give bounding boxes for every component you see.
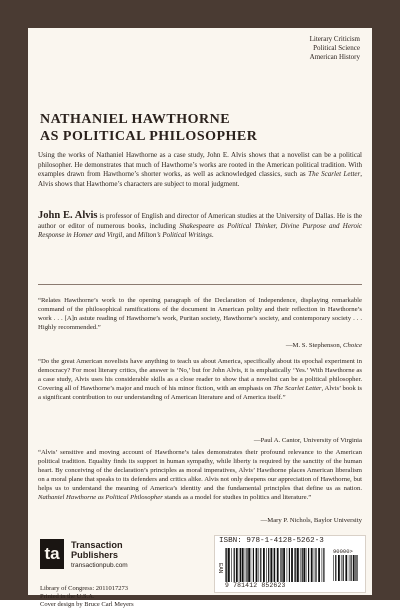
category-political-science: Political Science (313, 44, 360, 52)
printed-in: Printed in the U.S.A. (40, 593, 95, 600)
quote-2-book-title: The Scarlet Letter (273, 385, 322, 393)
category-literary-criticism: Literary Criticism (309, 35, 360, 43)
quote-3-book-title: Nathaniel Hawthorne as Political Philosopher (38, 494, 163, 502)
barcode-digits: 9 781412 852623 (225, 582, 286, 589)
author-book-milton: Milton’s Political Writings (137, 231, 212, 240)
price-barcode-icon (333, 555, 359, 581)
description-text-end: , Alvis shows that Hawthorne’s characters are subject to moral judgment. (38, 170, 362, 188)
description-book-title: The Scarlet Letter (308, 170, 361, 179)
imprint-info (40, 585, 134, 609)
publisher-logo (40, 539, 180, 577)
attribution-name: —M. S. Stephenson, (285, 342, 344, 349)
author-bio-text: is professor of English and director of American studies at the University of Dallas. He is the author or editor of numerous books, including (38, 212, 362, 230)
isbn-barcode-icon (225, 548, 325, 582)
review-quote-1: “Relates Hawthorne’s work to the opening paragraph of the Declaration of Independence, displaying remarkable command of the philosophical ramifications of the document in American polity and their reflection in Hawthorne’s work . . . [A]n astute reading of Hawthorne’s work, Puritan society, Hawthorne’s society, and contemporary society . . . Highly recommended.” (38, 297, 362, 332)
quote-3-text: “Alvis’ sensitive and moving account of Hawthorne’s tales demonstrates their profound relevance to the American political tradition. Equality finds its support in human sympathy, while liberty is required by the sanctity of the human heart. By conceiving of the declaration’s principles as moral imperatives, Alvis’ Hawthorne places American liberalism on a moral plane that speaks to its defenders and critics alike. Alvis not only deepens our appreciation of Hawthorne, but helps us to understand the meaning of America’s identity and the fundamental principles that define us as nation. (38, 449, 362, 493)
quote-2-text: “Do the great American novelists have anything to teach us about America, specifically about its epochal experiment in democracy? For most literary critics, the answer is ‘No,’ but for John Alvis, it is emphatically ‘Yes.’ With Hawthorne as a case study, Alvis uses his considerable skills as a close reader to show that a novelist can be a political philosopher. Covering all of Hawthorne’s major and much of his minor fiction, with an emphasis on (38, 358, 362, 393)
publisher-name-line2: Publishers (71, 550, 118, 560)
publisher-url: transactionpub.com (71, 562, 128, 569)
cover-design-credit: Cover design by Bruce Carl Meyers (40, 601, 134, 608)
attribution-source: Choice (343, 342, 362, 349)
cover-panel (28, 28, 372, 608)
review-quote-3 (38, 448, 362, 503)
review-attribution-1 (286, 342, 362, 349)
publisher-mark-icon: ta (40, 539, 64, 569)
book-title (40, 111, 360, 145)
book-title-line1: NATHANIEL HAWTHORNE (40, 112, 231, 127)
publisher-name (71, 540, 123, 560)
publisher-name-line1: Transaction (71, 540, 123, 550)
review-attribution-2: —Paul A. Cantor, University of Virginia (253, 437, 362, 444)
isbn-number: ISBN: 978-1-4128-5262-3 (219, 537, 324, 545)
library-of-congress: Library of Congress: 2011017273 (40, 585, 129, 592)
author-bio-conj: and (124, 231, 138, 240)
price-code: 90000> (333, 548, 353, 555)
ean-label: EAN (217, 563, 223, 574)
quote-3-text-end: stands as a model for studies in politics and literature.” (162, 494, 312, 502)
section-divider (38, 284, 362, 285)
review-quote-2 (38, 357, 362, 402)
author-book-list: Shakespeare as Political Thinker, Divine Purpose and Heroic Response in Homer and Virgil, (38, 221, 362, 240)
book-description (38, 151, 362, 189)
subject-categories (310, 35, 360, 62)
book-title-line2: AS POLITICAL PHILOSOPHER (40, 129, 258, 144)
category-american-history: American History (309, 53, 360, 61)
author-bio-end: . (211, 231, 214, 240)
quote-2-text-end: , Alvis’ book is a significant contribution to our understanding of American literature and of America itself.” (38, 385, 363, 402)
review-attribution-3: —Mary P. Nichols, Baylor University (260, 517, 362, 524)
author-name: John E. Alvis (38, 210, 98, 221)
author-bio (38, 211, 362, 241)
barcode-area (214, 535, 366, 593)
description-text: Using the works of Nathaniel Hawthorne as a case study, John E. Alvis shows that a novelist can be a political philosopher. He demonstrates that much of Hawthorne’s works are rooted in the American political tradition. With examples drawn from Hawthorne’s shorter works, as well as acknowledged classics, such as (38, 151, 362, 179)
